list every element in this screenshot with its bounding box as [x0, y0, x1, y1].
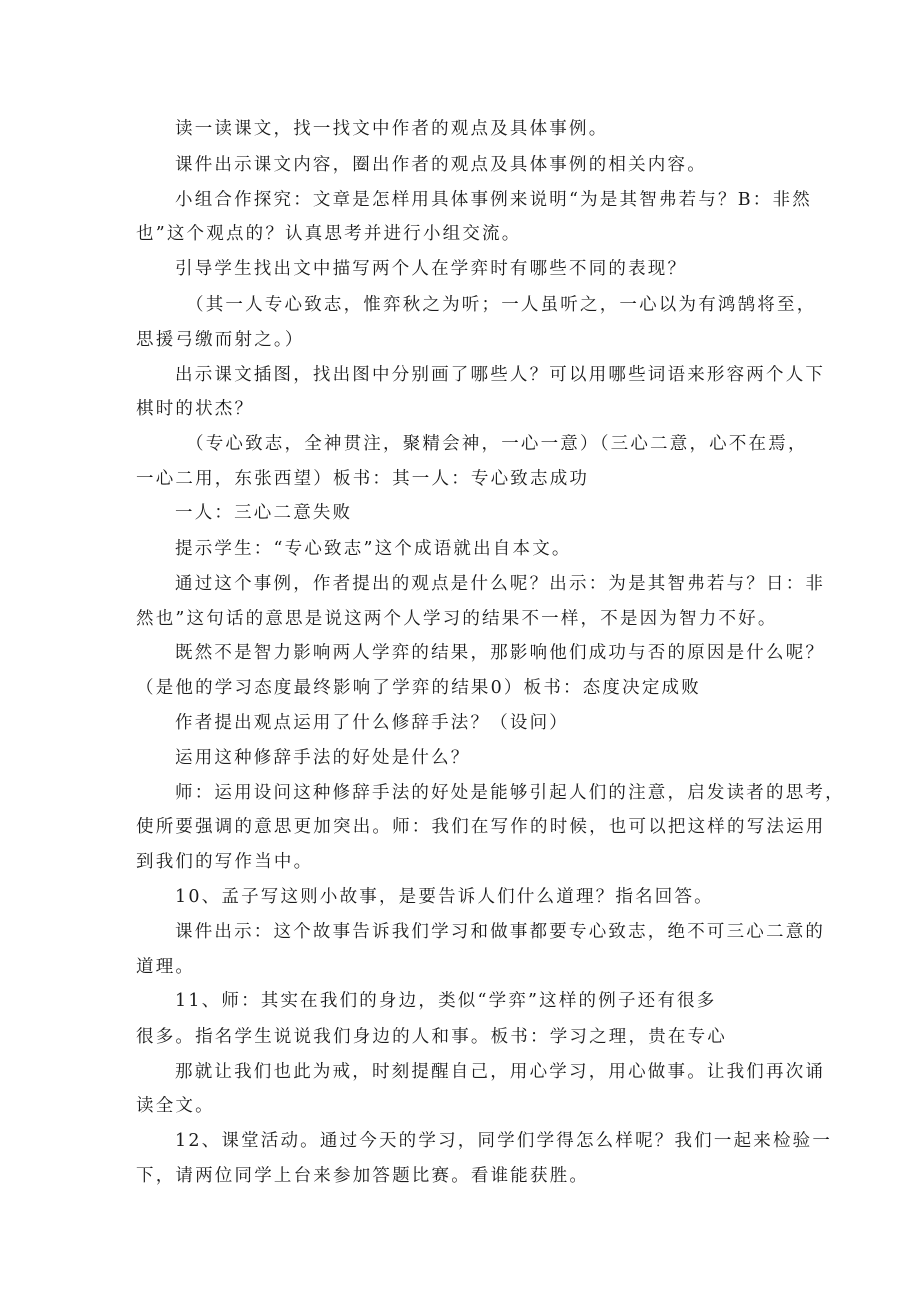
text-line: 运用这种修辞手法的好处是什么？	[175, 748, 471, 768]
text-line: 一心二用，东张西望）板书：其一人：专心致志成功	[136, 469, 590, 489]
text-line: 读一读课文，找一找文中作者的观点及具体事例。	[175, 119, 609, 139]
text-line: 作者提出观点运用了什么修辞手法？（设问）	[175, 713, 569, 733]
text-line: 11、师：其实在我们的身边，类似“学弈”这样的例子还有很多	[175, 991, 717, 1011]
text-line: 提示学生：“专心致志”这个成语就出自本文。	[175, 539, 572, 559]
text-line: 到我们的写作当中。	[136, 852, 314, 872]
text-line: 棋时的状杰？	[136, 399, 255, 419]
text-line: 也”这个观点的？认真思考并进行小组交流。	[136, 224, 522, 244]
text-line: 一人：三心二意失败	[175, 503, 353, 523]
text-line: 引导学生找出文中描写两个人在学弈时有哪些不同的表现？	[175, 259, 688, 279]
text-line: 下，请两位同学上台来参加答题比赛。看谁能获胜。	[136, 1166, 590, 1186]
text-line: 思援弓缴而射之。）	[136, 330, 305, 350]
text-line: 既然不是智力影响两人学弈的结果，那影响他们成功与否的原因是什么呢？	[175, 643, 826, 663]
text-line: 10、孟子写这则小故事，是要告诉人们什么道理？指名回答。	[175, 887, 714, 907]
text-line: （专心致志，全神贯注，聚精会神，一心一意）（三心二意，心不在焉，	[186, 434, 808, 454]
text-line: （是他的学习态度最终影响了学弈的结果0）板书：态度决定成败	[136, 678, 701, 698]
text-line: 出示课文插图，找出图中分别画了哪些人？可以用哪些词语来形容两个人下	[175, 365, 826, 385]
text-line: 那就让我们也此为戒，时刻提醒自己，用心学习，用心做事。让我们再次诵	[175, 1062, 826, 1082]
text-line: 道理。	[136, 957, 196, 977]
text-line: 小组合作探究：文章是怎样用具体事例来说明“为是其智弗若与？B：非然	[175, 190, 812, 210]
text-line: 师：运用设问这种修辞手法的好处是能够引起人们的注意，启发读者的思考，	[175, 783, 845, 803]
text-line: 12、课堂活动。通过今天的学习，同学们学得怎么样呢？我们一起来检验一	[175, 1131, 833, 1151]
text-line: 使所要强调的意思更加突出。师：我们在写作的时候，也可以把这样的写法运用	[136, 817, 826, 837]
text-line: 然也”这句话的意思是说这两个人学习的结果不一样，不是因为智力不好。	[136, 609, 778, 629]
text-line: 课件出示课文内容，圈出作者的观点及具体事例的相关内容。	[175, 155, 707, 175]
text-line: （其一人专心致志，惟弈秋之为听；一人虽听之，一心以为有鸿鹄将至，	[186, 295, 817, 315]
text-line: 很多。指名学生说说我们身边的人和事。板书：学习之理，贵在专心	[136, 1027, 727, 1047]
text-line: 通过这个事例，作者提出的观点是什么呢？出示：为是其智弗若与？日：非	[175, 574, 826, 594]
text-line: 课件出示：这个故事告诉我们学习和做事都要专心致志，绝不可三心二意的	[175, 922, 826, 942]
text-line: 读全文。	[136, 1096, 215, 1116]
